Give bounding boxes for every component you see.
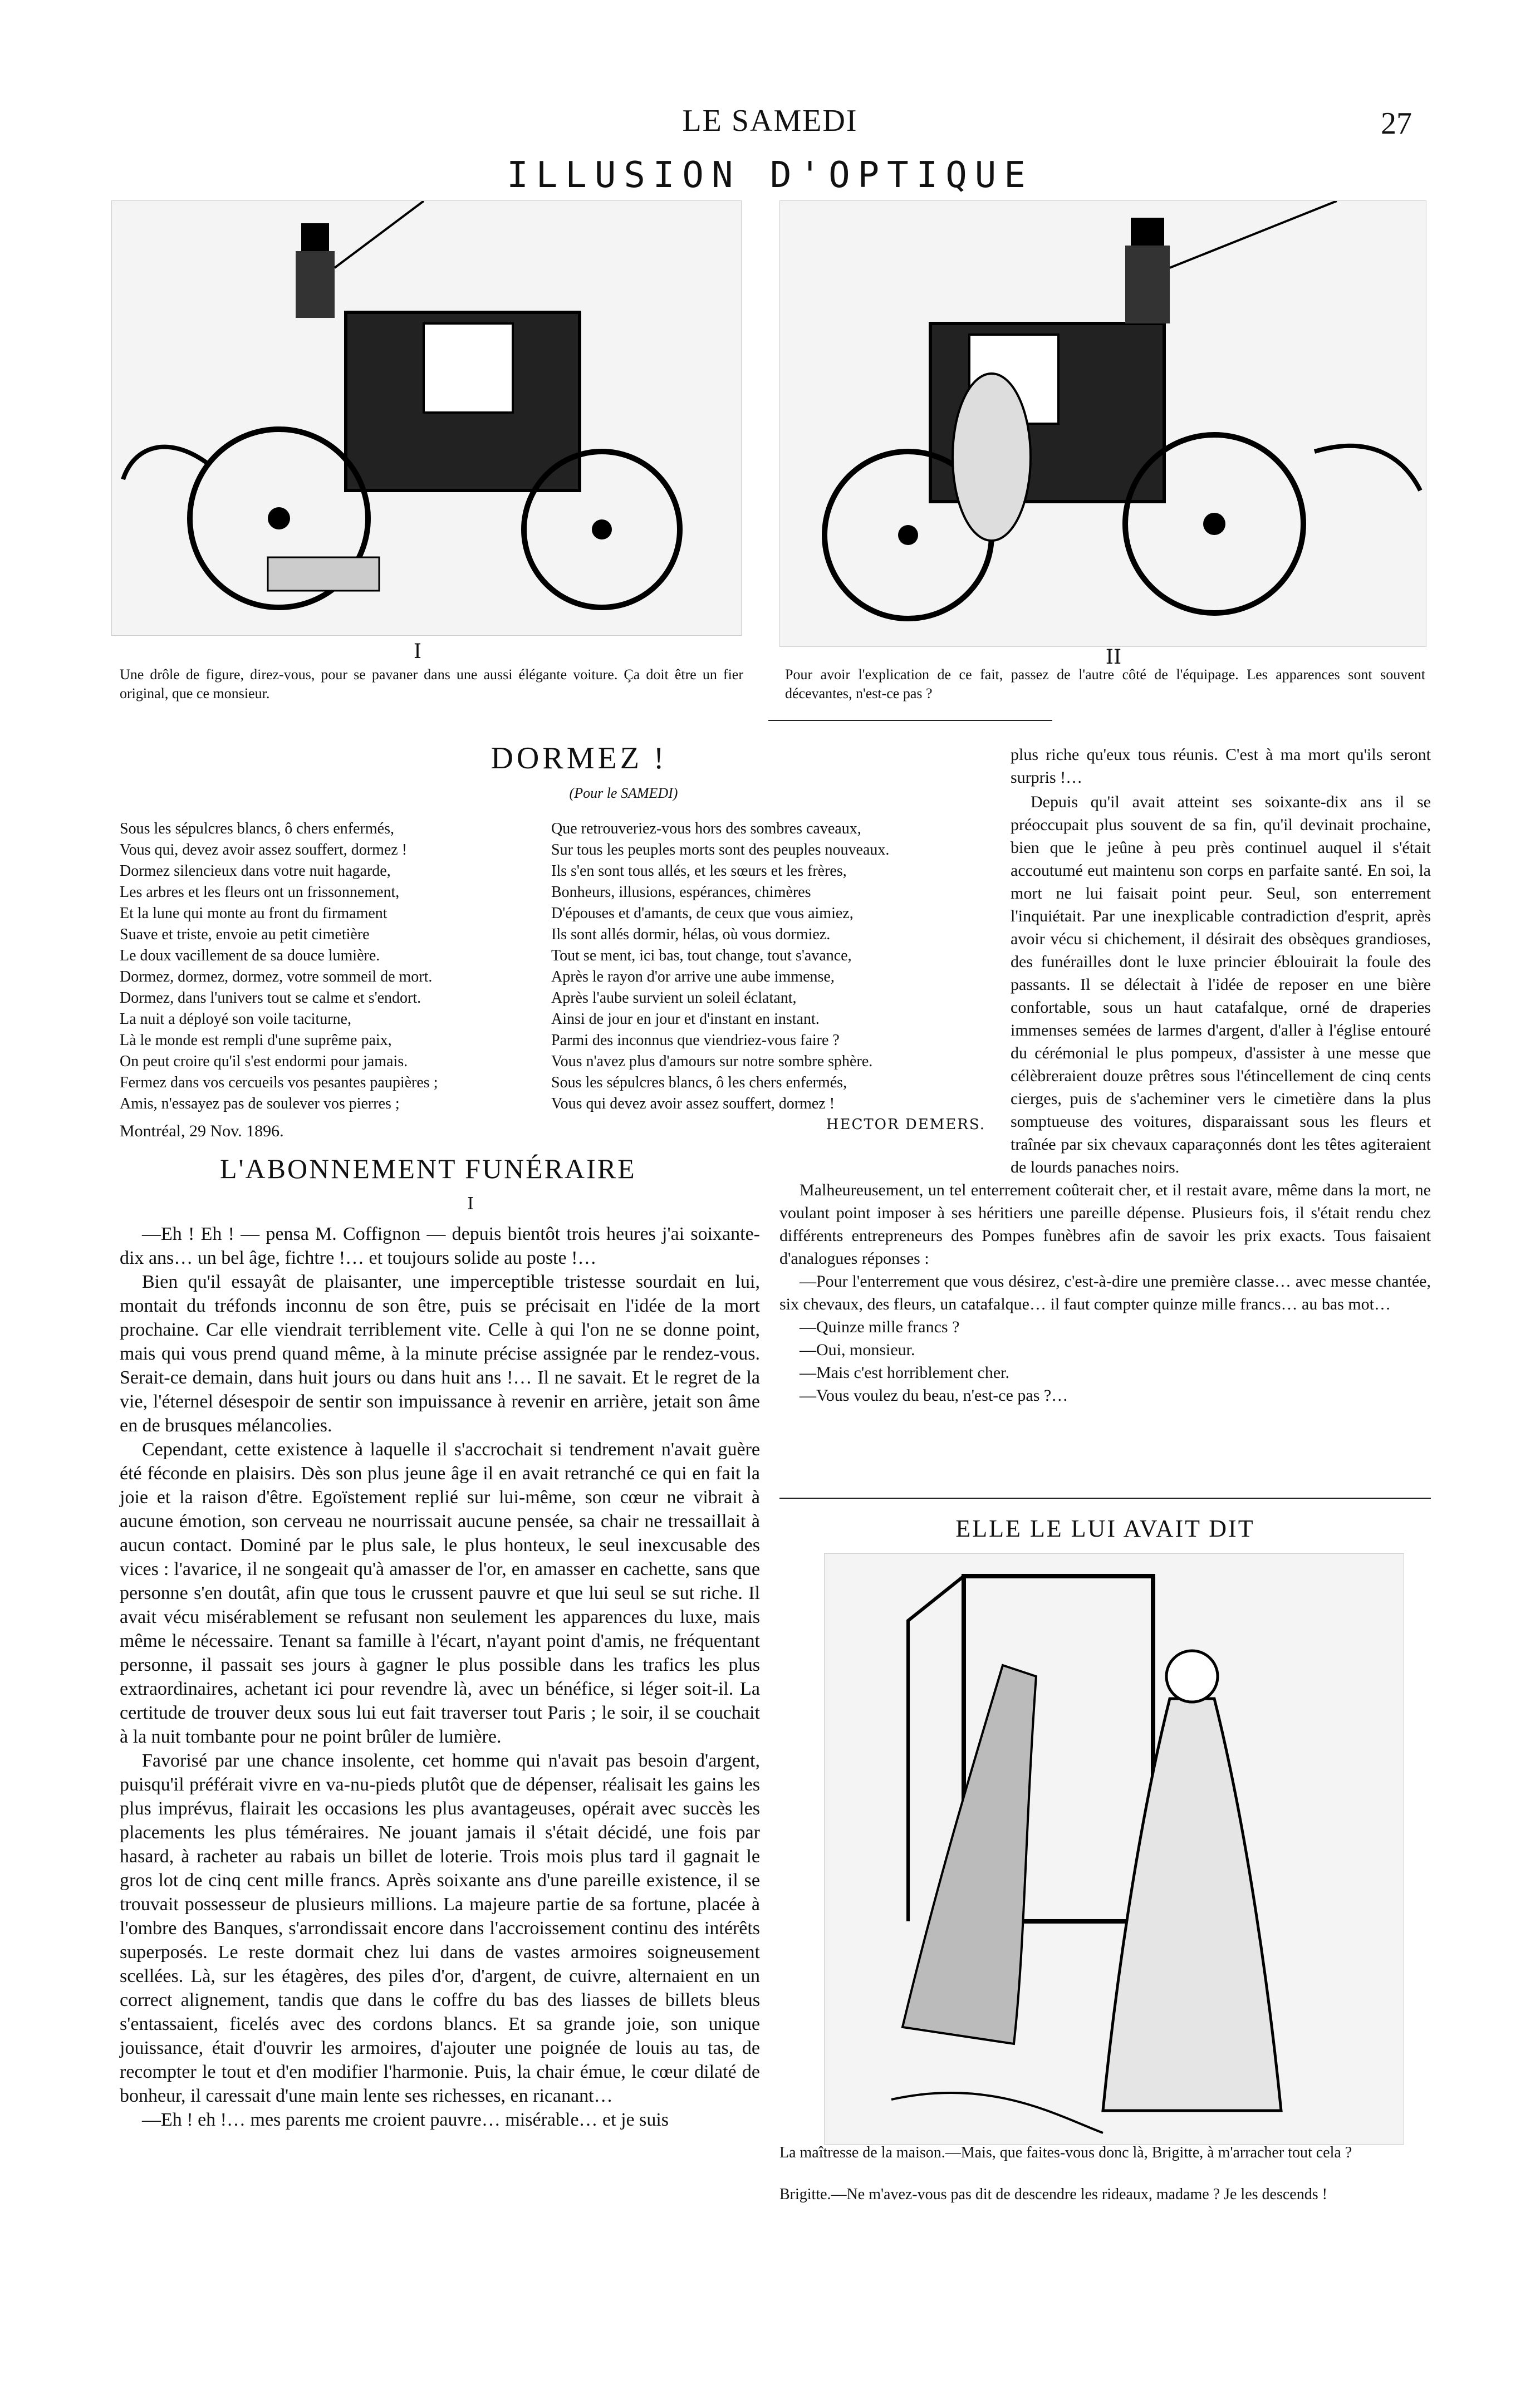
story-title: L'ABONNEMENT FUNÉRAIRE [220,1153,636,1184]
poem-author: HECTOR DEMERS. [826,1116,985,1133]
story-paragraph: —Pour l'enterrement que vous désirez, c'est-à-dire une première classe… avec messe chantée, six chevaux, des fleurs, un catafalque… il faut compter quinze mille francs… au bas mot… [779,1272,1431,1313]
poem-line: Après l'aube survient un soleil éclatant, [551,989,797,1007]
story-paragraph: Depuis qu'il avait atteint ses soixante-dix ans il se préoccupait plus souvent de sa fin, qu'il devinait prochaine, bien que le jeûne à peu près continuel auquel il s'était accoutumé eut maintenu son corps en parfaite santé. En soi, la mort ne lui faisait point peur. Seul, son enterrement l'inquiétait. Par une inexplicable contradiction d'esprit, après avoir vécu si chichement, il désirait des obsèques grandioses, des funérailles dont le luxe princier éblouirait la foule des passants. Il se délectait à l'idée de reposer en une bière confortable, sous un haut catafalque, orné de draperies immenses semées de larmes d'argent, d'aller à l'église entouré du cérémonial le plus pompeux, d'assister à une messe que célèbreraient douze prêtres sous l'étincellement de cinq cents cierges, puis de s'acheminer vers le cimetière dans la plus somptueuse des voitures, disparaissant sous les fleurs et traînée par six chevaux caparaçonnés dont les têtes agiteraient de lourds panaches noirs. [1011,793,1431,1176]
story-right-column-top [1011,743,1431,789]
poem-column-1 [120,818,526,1115]
story-paragraph: Malheureusement, un tel enterrement coûterait cher, et il restait avare, même dans la mort, ne voulant point imposer à ses héritiers une pareille dépense. Plusieurs fois, il s'était rendu chez différents entrepreneurs des Pompes funèbres afin de savoir les prix exacts. Tous faisaient d'analogues réponses : [779,1181,1431,1268]
poem-dedication: (Pour le SAMEDI) [569,785,678,801]
poem-line: Sur tous les peuples morts sont des peuples nouveaux. [551,841,890,859]
carriage-illustration-1 [111,200,742,636]
poem-line: Sous les sépulcres blancs, ô chers enfermés, [120,820,394,837]
poem-line: Bonheurs, illusions, espérances, chimères [551,884,811,901]
page-number: 27 [1381,106,1412,141]
poem-line: Vous qui devez avoir assez souffert, dormez ! [551,1095,835,1112]
maid-drawing [825,1554,1404,2144]
poem-line: D'épouses et d'amants, de ceux que vous aimiez, [551,905,854,922]
story-paragraph: Bien qu'il essayât de plaisanter, une imperceptible tristesse sourdait en lui, montait du tréfonds inconnu de son être, puis se précisait en l'idée de la mort prochaine. Car elle viendrait terriblement vite. Celle à qui l'on ne se donne point, mais qui vous prend quand même, à la minute précise assignée par le rendez-vous. Serait-ce demain, dans huit jours ou dans huit ans !… Il ne savait. Et le regret de la vie, l'éternel désespoir de sentir son impuissance à revenir en arrière, jetait son âme en de brusques mélancolies. [120,1272,760,1436]
story-paragraph: Favorisé par une chance insolente, cet homme qui n'avait pas besoin d'argent, puisqu'il préférait vivre en va-nu-pieds plutôt que de dépenser, réalisait les gains les plus imprévus, flairait les occasions les plus avantageuses, opérait avec succès les placements les plus téméraires. Ne jouant jamais il s'était décidé, une fois par hasard, à racheter au rabais un billet de loterie. Trois mois plus tard il gagnait le gros lot de cinq cent mille francs. Après soixante ans d'une pareille existence, il se trouvait possesseur de plusieurs millions. La majeure partie de sa fortune, placée à l'ombre des Banques, s'arrondissait encore dans l'accroissement continu des intérêts superposés. Le reste dormait chez lui dans de vastes armoires soigneusement scellées. Là, sur les étagères, des piles d'or, d'argent, de cuivre, alternaient en un correct alignement, tandis que dans le coffre du bas des liasses de billets bleus s'entassaient, ficelés avec des cordons blancs. Et sa grande joie, son unique jouissance, était d'ouvrir les armoires, d'ajouter une poignée de louis au tas, de recompter le tout et d'en modifier l'harmonie. Puis, la chair émue, le cœur dilaté de bonheur, il caressait d'une main lente ses richesses, en ricanant… [120,1750,760,2106]
poem-line: Ils sont allés dormir, hélas, où vous dormiez. [551,926,831,943]
poem-line: Que retrouveriez-vous hors des sombres caveaux, [551,820,861,837]
story-paragraph: Cependant, cette existence à laquelle il s'accrochait si tendrement n'avait guère été féconde en plaisirs. Dès son plus jeune âge il en avait retranché ce qui en fait la joie et la raison d'être. Egoïstement replié sur lui-même, son cœur ne vibrait à aucune émotion, son cerveau ne nourrissait aucune pensée, sa chair ne tressaillait à aucun contact. Dominé par le plus sale, le plus honteux, le seul inexcusable des vices : l'avarice, il ne songeait qu'à amasser de l'or, en amasser en cachette, sans que personne s'en doutât, afin que tous le crussent pauvre et que lui seul se sut riche. Il avait vécu misérablement se refusant non seulement les apparences du luxe, mais même le nécessaire. Tenant sa famille à l'écart, n'ayant point d'amis, ne fréquentant personne, il passait ses jours à gagner le plus possible dans les trafics les plus extraordinaires, achetant ici pour revendre là, avec un bénéfice, si léger soit-il. La certitude de trouver deux sous lui eut fait traverser tout Paris ; le soir, il se couchait à la nuit tombante pour ne point brûler de lumière. [120,1439,760,1747]
poem-line: Dormez, dans l'univers tout se calme et s'endort. [120,989,421,1007]
publication-name: LE SAMEDI [682,104,858,138]
story-paragraph: —Mais c'est horriblement cher. [800,1363,1009,1382]
carriage-drawing-2 [780,201,1426,646]
carriage-drawing-1 [112,201,741,635]
poem-line: Tout se ment, ici bas, tout change, tout s'avance, [551,947,852,964]
poem-line: Amis, n'essayez pas de soulever vos pierres ; [120,1095,400,1112]
poem-line: Parmi des inconnus que viendriez-vous faire ? [551,1032,840,1049]
poem-line: Le doux vacillement de sa douce lumière. [120,947,380,964]
story-paragraph: —Eh ! Eh ! — pensa M. Coffignon — depuis bientôt trois heures j'ai soixante-dix ans… un bel âge, fichtre !… et toujours solide au poste !… [120,1224,760,1268]
poem-line: Ils s'en sont tous allés, et les sœurs et les frères, [551,862,847,880]
story-paragraph: —Oui, monsieur. [800,1341,915,1359]
story-paragraph: plus riche qu'eux tous réunis. C'est à ma mort qu'ils seront surpris !… [1011,745,1431,787]
poem-line: Fermez dans vos cercueils vos pesantes paupières ; [120,1074,438,1091]
poem-line: La nuit a déployé son voile taciturne, [120,1010,351,1028]
figure-1-numeral: I [413,640,422,663]
figure-2-numeral: II [1105,646,1122,669]
feature-title: ILLUSION D'OPTIQUE [507,155,1033,196]
maid-illustration [824,1553,1404,2145]
cartoon-title: ELLE LE LUI AVAIT DIT [955,1515,1255,1542]
poem-title: DORMEZ ! [491,741,668,776]
poem-line: On peut croire qu'il s'est endormi pour jamais. [120,1053,408,1070]
divider [768,720,1052,721]
poem-line: Vous n'avez plus d'amours sur notre sombre sphère. [551,1053,873,1070]
poem-line: Là le monde est rempli d'une suprême paix, [120,1032,392,1049]
poem-line: Les arbres et les fleurs ont un frissonnement, [120,884,400,901]
poem-line: Ainsi de jour en jour et d'instant en instant. [551,1010,820,1028]
cartoon-caption-2: Brigitte.—Ne m'avez-vous pas dit de descendre les rideaux, madame ? Je les descends ! [779,2186,1327,2203]
story-right-column [779,791,1431,1407]
story-paragraph: —Quinze mille francs ? [800,1318,960,1336]
poem-line: Dormez, dormez, dormez, votre sommeil de mort. [120,968,433,985]
poem-line: Et la lune qui monte au front du firmament [120,905,388,922]
cartoon-caption-1: La maîtresse de la maison.—Mais, que faites-vous donc là, Brigitte, à m'arracher tout cela ? [779,2144,1352,2161]
story-chapter: I [467,1194,474,1214]
poem-line: Sous les sépulcres blancs, ô les chers enfermés, [551,1074,847,1091]
poem-place-date: Montréal, 29 Nov. 1896. [120,1122,284,1140]
story-paragraph: —Vous voulez du beau, n'est-ce pas ?… [800,1386,1068,1405]
story-left-column [120,1222,760,2132]
story-paragraph: —Eh ! eh !… mes parents me croient pauvre… misérable… et je suis [142,2110,669,2130]
figure-1-caption: Une drôle de figure, direz-vous, pour se pavaner dans une aussi élégante voiture. Ça doit être un fier original, que ce monsieur. [120,666,743,702]
carriage-illustration-2 [779,200,1426,647]
poem-line: Suave et triste, envoie au petit cimetière [120,926,370,943]
poem-line: Après le rayon d'or arrive une aube immense, [551,968,835,985]
figure-2-caption: Pour avoir l'explication de ce fait, passez de l'autre côté de l'équipage. Les apparences sont souvent décevantes, n'est-ce pas ? [785,666,1425,702]
poem-line: Dormez silencieux dans votre nuit hagarde, [120,862,391,880]
poem-line: Vous qui, devez avoir assez souffert, dormez ! [120,841,408,859]
divider [779,1498,1431,1499]
